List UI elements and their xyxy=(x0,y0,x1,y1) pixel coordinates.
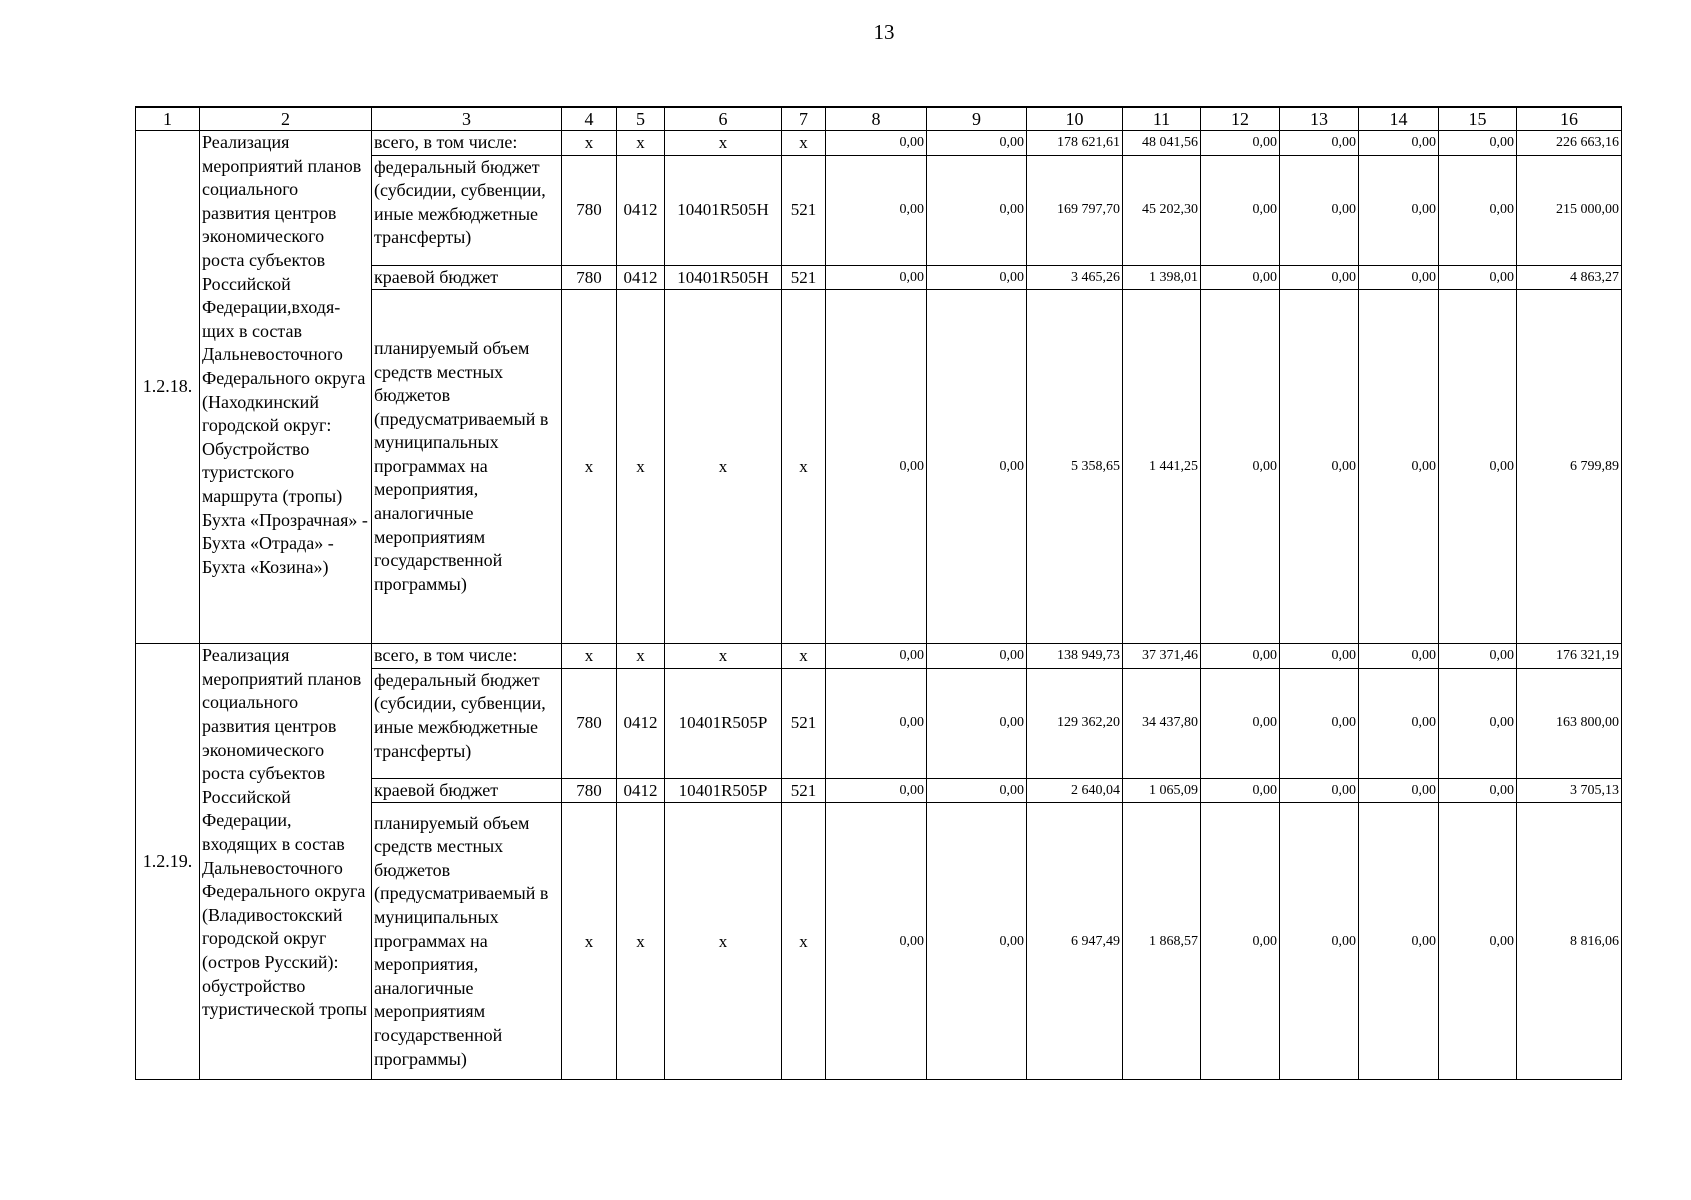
budget-code-cell: 0412 xyxy=(617,155,665,265)
amount-cell: 1 065,09 xyxy=(1123,778,1201,803)
budget-table xyxy=(135,106,1622,1080)
amount-cell: 0,00 xyxy=(1439,644,1517,669)
amount-cell: 0,00 xyxy=(1439,803,1517,1080)
amount-cell: 48 041,56 xyxy=(1123,131,1201,156)
header-cell: 12 xyxy=(1201,107,1280,131)
budget-code-cell: 780 xyxy=(562,155,617,265)
amount-cell: 4 863,27 xyxy=(1517,265,1622,290)
header-cell: 7 xyxy=(782,107,826,131)
budget-code-cell: x xyxy=(782,644,826,669)
amount-cell: 0,00 xyxy=(927,668,1027,778)
funding-source: планируемый объем средств местных бюджетов (предусматриваемый в муниципальных программах на мероприятия, аналогичные мероприятиям государственной программы) xyxy=(372,290,562,644)
amount-cell: 0,00 xyxy=(1439,265,1517,290)
budget-code-cell: x xyxy=(665,803,782,1080)
budget-code-cell: 521 xyxy=(782,668,826,778)
amount-cell: 37 371,46 xyxy=(1123,644,1201,669)
amount-cell: 0,00 xyxy=(826,290,927,644)
amount-cell: 0,00 xyxy=(1201,131,1280,156)
amount-cell: 0,00 xyxy=(1359,265,1439,290)
amount-cell: 1 441,25 xyxy=(1123,290,1201,644)
amount-cell: 0,00 xyxy=(927,265,1027,290)
budget-code-cell: 0412 xyxy=(617,668,665,778)
budget-code-cell: 10401R505P xyxy=(665,778,782,803)
funding-source: федеральный бюджет (субсидии, субвенции, иные межбюджетные трансферты) xyxy=(372,155,562,265)
budget-code-cell: x xyxy=(617,131,665,156)
header-cell: 2 xyxy=(200,107,372,131)
page-number: 13 xyxy=(873,20,895,44)
amount-cell: 0,00 xyxy=(826,778,927,803)
amount-cell: 0,00 xyxy=(1439,778,1517,803)
amount-cell: 0,00 xyxy=(1359,131,1439,156)
budget-code-cell: 521 xyxy=(782,265,826,290)
budget-code-cell: x xyxy=(562,290,617,644)
amount-cell: 45 202,30 xyxy=(1123,155,1201,265)
item-number: 1.2.18. xyxy=(136,131,200,644)
amount-cell: 178 621,61 xyxy=(1027,131,1123,156)
budget-code-cell: 10401R505H xyxy=(665,155,782,265)
amount-cell: 34 437,80 xyxy=(1123,668,1201,778)
funding-source: федеральный бюджет (субсидии, субвенции, иные межбюджетные трансферты) xyxy=(372,668,562,778)
table-row xyxy=(136,644,1622,669)
budget-code-cell: 0412 xyxy=(617,265,665,290)
header-cell: 4 xyxy=(562,107,617,131)
budget-code-cell: 521 xyxy=(782,778,826,803)
amount-cell: 1 868,57 xyxy=(1123,803,1201,1080)
table-row xyxy=(136,131,1622,156)
budget-code-cell: x xyxy=(562,803,617,1080)
header-cell: 5 xyxy=(617,107,665,131)
amount-cell: 0,00 xyxy=(1359,668,1439,778)
header-cell: 16 xyxy=(1517,107,1622,131)
amount-cell: 0,00 xyxy=(1439,131,1517,156)
funding-source: всего, в том числе: xyxy=(372,131,562,156)
funding-source: краевой бюджет xyxy=(372,778,562,803)
amount-cell: 0,00 xyxy=(1439,290,1517,644)
amount-cell: 0,00 xyxy=(1280,803,1359,1080)
budget-code-cell: x xyxy=(782,131,826,156)
header-cell: 10 xyxy=(1027,107,1123,131)
amount-cell: 0,00 xyxy=(1201,778,1280,803)
amount-cell: 0,00 xyxy=(927,131,1027,156)
amount-cell: 2 640,04 xyxy=(1027,778,1123,803)
header-cell: 11 xyxy=(1123,107,1201,131)
amount-cell: 0,00 xyxy=(1439,155,1517,265)
amount-cell: 0,00 xyxy=(1359,778,1439,803)
item-name: Реализация мероприятий планов социального развития центров экономического роста субъектов Российской Федерации,входя-щих в состав Дальневосточного Федерального округа (Находкинский городской округ: Обустройство туристского маршрута (тропы) Бухта «Прозрачная» - Бухта «Отрада» - Бухта «Козина») xyxy=(200,131,372,644)
budget-code-cell: x xyxy=(782,290,826,644)
amount-cell: 1 398,01 xyxy=(1123,265,1201,290)
header-cell: 13 xyxy=(1280,107,1359,131)
amount-cell: 0,00 xyxy=(1359,803,1439,1080)
funding-source: всего, в том числе: xyxy=(372,644,562,669)
budget-code-cell: 10401R505P xyxy=(665,668,782,778)
header-row xyxy=(136,107,1622,131)
budget-code-cell: 780 xyxy=(562,265,617,290)
amount-cell: 0,00 xyxy=(927,644,1027,669)
amount-cell: 0,00 xyxy=(1201,155,1280,265)
amount-cell: 3 465,26 xyxy=(1027,265,1123,290)
amount-cell: 0,00 xyxy=(1280,778,1359,803)
budget-code-cell: 780 xyxy=(562,778,617,803)
amount-cell: 0,00 xyxy=(1359,290,1439,644)
header-cell: 6 xyxy=(665,107,782,131)
budget-code-cell: 521 xyxy=(782,155,826,265)
amount-cell: 138 949,73 xyxy=(1027,644,1123,669)
amount-cell: 0,00 xyxy=(1201,265,1280,290)
header-cell: 8 xyxy=(826,107,927,131)
budget-code-cell: 780 xyxy=(562,668,617,778)
amount-cell: 0,00 xyxy=(826,265,927,290)
amount-cell: 0,00 xyxy=(927,803,1027,1080)
funding-source: планируемый объем средств местных бюджетов (предусматриваемый в муниципальных программах на мероприятия, аналогичные мероприятиям государственной программы) xyxy=(372,803,562,1080)
amount-cell: 0,00 xyxy=(1201,803,1280,1080)
amount-cell: 215 000,00 xyxy=(1517,155,1622,265)
amount-cell: 169 797,70 xyxy=(1027,155,1123,265)
amount-cell: 0,00 xyxy=(1359,644,1439,669)
amount-cell: 6 947,49 xyxy=(1027,803,1123,1080)
amount-cell: 129 362,20 xyxy=(1027,668,1123,778)
amount-cell: 163 800,00 xyxy=(1517,668,1622,778)
budget-code-cell: x xyxy=(665,131,782,156)
header-cell: 3 xyxy=(372,107,562,131)
header-cell: 1 xyxy=(136,107,200,131)
amount-cell: 226 663,16 xyxy=(1517,131,1622,156)
budget-code-cell: x xyxy=(665,290,782,644)
amount-cell: 3 705,13 xyxy=(1517,778,1622,803)
amount-cell: 176 321,19 xyxy=(1517,644,1622,669)
amount-cell: 0,00 xyxy=(1280,644,1359,669)
header-cell: 15 xyxy=(1439,107,1517,131)
budget-code-cell: x xyxy=(782,803,826,1080)
amount-cell: 0,00 xyxy=(826,155,927,265)
amount-cell: 0,00 xyxy=(1280,290,1359,644)
budget-code-cell: x xyxy=(617,644,665,669)
amount-cell: 0,00 xyxy=(1280,131,1359,156)
budget-code-cell: 0412 xyxy=(617,778,665,803)
amount-cell: 0,00 xyxy=(927,155,1027,265)
budget-code-cell: x xyxy=(617,803,665,1080)
budget-code-cell: x xyxy=(562,644,617,669)
item-number: 1.2.19. xyxy=(136,644,200,1080)
amount-cell: 0,00 xyxy=(1201,668,1280,778)
item-name: Реализация мероприятий планов социального развития центров экономического роста субъектов Российской Федерации, входящих в состав Дальневосточного Федерального округа (Владивостокский городской округ (остров Русский): обустройство туристической тропы xyxy=(200,644,372,1080)
amount-cell: 0,00 xyxy=(1280,155,1359,265)
budget-code-cell: x xyxy=(665,644,782,669)
amount-cell: 0,00 xyxy=(1201,644,1280,669)
amount-cell: 0,00 xyxy=(1280,265,1359,290)
amount-cell: 0,00 xyxy=(1359,155,1439,265)
amount-cell: 0,00 xyxy=(1280,668,1359,778)
budget-code-cell: x xyxy=(617,290,665,644)
amount-cell: 0,00 xyxy=(1201,290,1280,644)
amount-cell: 5 358,65 xyxy=(1027,290,1123,644)
header-cell: 9 xyxy=(927,107,1027,131)
amount-cell: 0,00 xyxy=(927,290,1027,644)
amount-cell: 0,00 xyxy=(826,131,927,156)
budget-code-cell: 10401R505H xyxy=(665,265,782,290)
amount-cell: 0,00 xyxy=(826,644,927,669)
amount-cell: 0,00 xyxy=(826,803,927,1080)
budget-code-cell: x xyxy=(562,131,617,156)
amount-cell: 8 816,06 xyxy=(1517,803,1622,1080)
amount-cell: 0,00 xyxy=(927,778,1027,803)
amount-cell: 0,00 xyxy=(826,668,927,778)
amount-cell: 0,00 xyxy=(1439,668,1517,778)
header-cell: 14 xyxy=(1359,107,1439,131)
funding-source: краевой бюджет xyxy=(372,265,562,290)
amount-cell: 6 799,89 xyxy=(1517,290,1622,644)
